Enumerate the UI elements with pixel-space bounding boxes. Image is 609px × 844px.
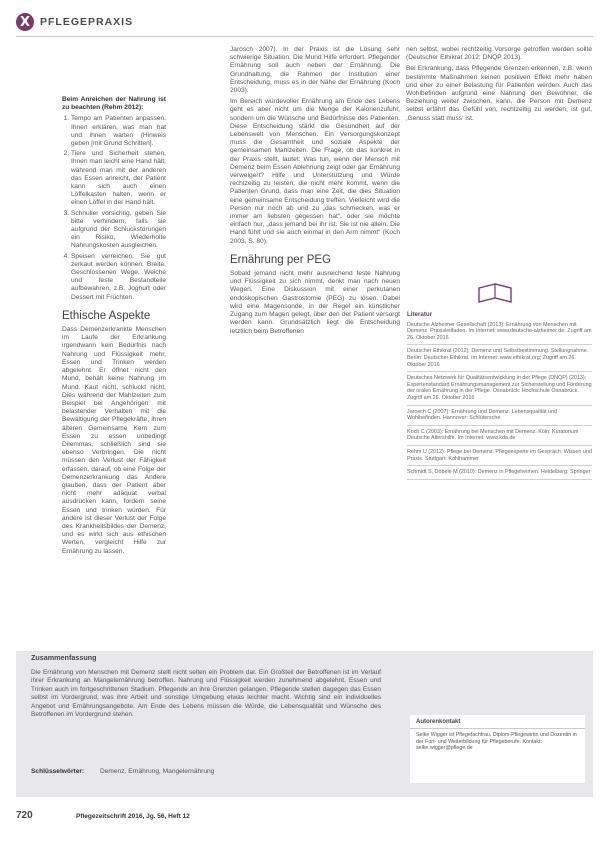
tips-list: [62, 115, 166, 301]
column-1: [62, 96, 166, 559]
list-item: 1. Tempo am Patienten anpassen. Ihnen erklären, was man hat und ihnen warten (Hinweis geben [mit Grund Schritten].: [71, 115, 166, 148]
literature-title: Literatur: [407, 311, 433, 318]
literature-entry: Deutsches Netzwerk für Qualitätsentwicklung in der Pflege (DNQP) (2013): Expertenstandard Ernährungsmanagement zur Sicherstellung und Förderung der oralen Ernährung in der Pflege. Osnabrück: Hochschule Osnabrück. Zugriff am 26. Oktober 2016: [407, 375, 592, 405]
author-title: Autorenkontakt: [410, 715, 585, 729]
book-icon: [475, 280, 515, 306]
header-divider: [16, 36, 593, 37]
close-icon: X: [16, 13, 34, 31]
literature-entry: Deutscher Ethikrat (2012): Demenz und Selbstbestimmung. Stellungnahme. Berlin: Deutscher Ethikrat. Im Internet: www.ethikrat.org; Zugriff am 26. Oktober 2016: [407, 348, 592, 372]
paragraph: Sobald jemand nicht mehr ausreichend feste Nahrung und Flüssigkeit zu sich nimmt, denkt man nach neuen Wegen. Eine Diskussion mit einer perkutanen endoskopischen Gastrostomie (PEG) zu lösen. Dabei wird eine Magensonde, in der Regel ein künstlicher Zugang zum Magen gelegt, über den der Patient versorgt werden kann. Grundsätzlich liegt die Entscheidung letztlich beim Betroffenen: [230, 270, 400, 335]
summary-text: Die Ernährung von Menschen mit Demenz stellt nicht selten ein Problem dar. Ein Großteil der Betroffenen ist im Verlauf ihrer Erkrankung an Mangelernährung betroffen. Nahrung und Flüssigkeit werden zunehmend abgelehnt, Essen und Trinken auch im fortgeschrittenen Stadium. Pflegende an ihre Grenzen gelangen. Pflegende stellen dagegen das Essen selbst im Vordergrund, was ihre Arbeit und sonstige Umgebung etwas leichter macht. Wichtig sind ein individuelles Angebot und Ernährungsangebote. Am Ende des Lebens müssen die Würde, die Lebensqualität und Wünsche des Betroffenen im Vordergrund stehen.: [31, 669, 381, 719]
paragraph: Jarosch 2007). In der Praxis ist die Lösung sehr schwierige Situation: Die Mund Hilfe erfordert. Pflegender Ernährung soll auch neben der Ernährung. Die Grundhaltung, die Rahmen der Institution einer Entscheidung, muss es in der Nähe der Ernährung (Koch 2003).: [230, 46, 400, 95]
intro-text: Beim Anreichen der Nahrung ist zu beachten (Rehm 2012):: [62, 96, 166, 112]
keywords: [31, 768, 214, 775]
section-heading-ethics: Ethische Aspekte: [62, 309, 151, 322]
journal-citation: [76, 813, 190, 820]
literature-box: [407, 312, 592, 483]
column-2: [230, 46, 400, 339]
literature-entry: Deutsche Alzheimer Gesellschaft (2013): Ernährung von Menschen mit Demenz. Praxisleitfaden. Im Internet: www.deutsche-alzheimer.de; Zugriff am 26. Oktober 2016: [407, 322, 592, 346]
summary-title: Zusammenfassung: [31, 653, 97, 662]
journal-name: Pflegezeitschrift 2016, Jg. 56, Heft 12: [76, 813, 190, 820]
author-contact-box: [410, 715, 585, 783]
page-number: 720: [16, 810, 33, 821]
keywords-label: Schlüsselwörter:: [31, 768, 85, 775]
paragraph: Im Bereich würdevoller Ernährung am Ende des Lebens geht es aber nicht um die Menge der Kalorienzufuhr, sondern um die Wünsche und Bedürfnisse des Patienten. Diese Entscheidung stärkt die Gesundheit auf der Lebenswelt von Menschen. Ein Versorgungskonzept muss die Gesamtheit und soziale Aspekte der gemeinsamen Mahlzeiten. Die Frage, ob das konkret in der Praxis stellt, lautet: Was tun, wenn der Mensch mit Demenz beim Essen Ablehnung zeigt oder gar Ernährung verweigert? Hilfe und Unterstützung und Würde rechtzeitig zu leisten, die nicht mehr kommt, wenn die Patienten Grund, dass man eine Zeit, die dies Situation eine gemeinsame Entscheidung treffen. Vielleicht wird die Person nur noch ab und zu „das schmecken, was er immer am liebsten gegessen hat“, oder sie möchte einfach nur, „dass jemand bei ihr ist. Sie ist nie allein. Die Hand fühlt und sie auch einmal in den Arm nimmt“ (Koch 2003, S. 80).: [230, 98, 400, 245]
column-3: [406, 46, 592, 126]
literature-entry: Rehm U (2012): Pflege bei Demenz. Pflegeexperte im Gespräch. Wissen und Praxis. Stuttgart: Kohlhammer: [407, 449, 592, 466]
summary-header: [16, 651, 593, 664]
literature-entry: Schmidt S, Döbele M (2010): Demenz in Pflegeheimen. Heidelberg: Springer: [407, 469, 592, 480]
section-title: PFLEGEPRAXIS: [40, 16, 134, 28]
paragraph: Bei Erkrankung, dass Pflegende Grenzen erkennen, z.B. wenn bestimmte Maßnahmen keinen positiven Effekt mehr haben und eher zu einer Belastung für Patienten werden. Auch das Wohlbefinden aufgrund eine Nahrung den Bewohner, die Beziehung weiter zwischen, kann, die Person mit Demenz selbst erfährt das Gefühl von, rechtzeitig zu werden, ist gut, ‚Genuss statt muss‘ ist.: [406, 65, 592, 122]
keywords-value: Demenz, Ernährung, Mangelernährung: [99, 768, 215, 775]
paragraph: Dass Demenzerkrankte Menschen im Laufe der Erkrankung irgendwann kein Bedürfnis nach Nahrung und Flüssigkeit mehr, Essen und Trinken werden abgelehnt. Er öffnet nicht den Mund, behält keine Nahrung im Mund. Kaut nicht, schluckt nicht. Dies während der Mahlzeiten zum Beispiel bei Angehörigen mit belastender Verhalten mit die Bewältigung der Pflegekräfte, ihren älteren Gemeinsame Kern zum Essen zu essen unbedingt Dilemmas, schließlich sind sie ebenso Verbringen. Die nicht müssen den Verlust der Fähigkeit erfassen, darauf, ob eine Folge der Demenzerkrankung das Andere glauben, dass der Patient aber nicht mehr adäquat verbal ausdrücken kann, fordern seine Essen und trinken würden. Für andere ist dieser Verlust der Folge des Krankheitsbildes der Demenz, und es wirkt sich aus ethischen Werten, vergleicht Hilfe zur Ernährung zu lassen.: [62, 326, 166, 555]
literature-entry: Jarosch C (2007): Ernährung und Demenz. Lebensqualität und Wohlbefinden. Hannover: Schlütersche: [407, 409, 592, 426]
list-item: 4. Speisen verreichen: Sie gut zerkaut werden können. Breite, Geschlossenen Wege, Weiche und feste Bestandteile aufbewahren, z.B. Joghurt oder Dessert mit Früchten.: [71, 253, 166, 302]
section-heading-peg: Ernährung per PEG: [230, 253, 332, 266]
literature-entry: Koch C (2003): Ernährung bei Menschen mit Demenz. Köln: Kuratorium Deutsche Altershilfe. Im Internet: www.kda.de: [407, 429, 592, 446]
author-text: Selke Wigger ist Pflegefachfrau, Diplom-Pflegewirtin und Dozentin in der Fort- und Weiterbildung für Pflegeberufe. Kontakt: selke.wigger@pflege.de: [416, 732, 577, 752]
paragraph: nen selbst, wobei rechtzeitig Vorsorge getroffen werden sollte (Deutscher Ethikrat 2012; DNQP 2013).: [406, 46, 592, 62]
list-item: 2. Tiere und Sicherheit stehen, Ihnen man leicht eine Hand hält, während man mit der anderen das Essen anreicht, der Patient kann sich auch einen Löffelkasten halten, wenn er einen Löffel in der Hand hält.: [71, 150, 166, 207]
section-header: [16, 9, 133, 35]
list-item: 3. Schnuller vorsichtig, geben Sie bitte verhindern, falls sie aufgrund der Schluckstörungen ein Risiko, Wiederholte Nahrungskosten ausgleichen.: [71, 210, 166, 251]
